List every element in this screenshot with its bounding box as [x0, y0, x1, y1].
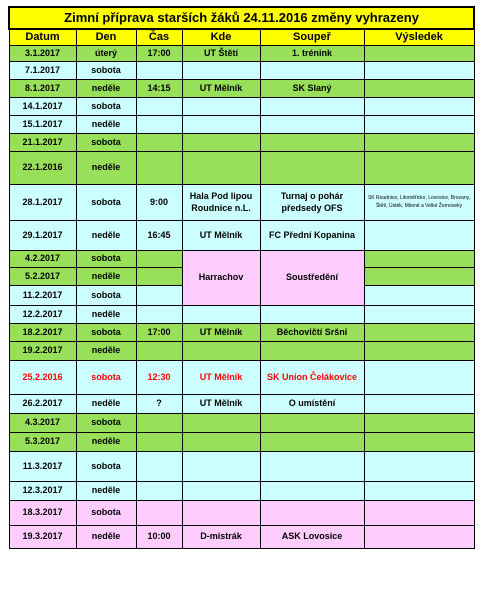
result-cell: SK Roudnice, Litoměřicko, Lovosice, Brozany, Štětí, Ústék, Mšené a Velké Žernoseky	[364, 185, 474, 221]
date-cell: 19.3.2017	[9, 526, 76, 549]
result-cell	[364, 414, 474, 433]
place-cell	[182, 306, 260, 324]
place-cell: UT Mělník	[182, 324, 260, 342]
opponent-cell	[260, 152, 364, 185]
time-cell	[136, 286, 182, 306]
day-cell: neděle	[76, 395, 136, 414]
opponent-cell	[260, 62, 364, 80]
table-row	[9, 433, 474, 452]
result-cell	[364, 324, 474, 342]
time-cell	[136, 98, 182, 116]
day-cell: sobota	[76, 251, 136, 268]
date-cell: 7.1.2017	[9, 62, 76, 80]
day-cell: neděle	[76, 80, 136, 98]
date-cell: 28.1.2017	[9, 185, 76, 221]
opponent-cell	[260, 501, 364, 526]
day-cell: úterý	[76, 46, 136, 62]
table-row	[9, 62, 474, 80]
result-cell	[364, 526, 474, 549]
opponent-cell	[260, 306, 364, 324]
time-cell	[136, 134, 182, 152]
date-cell: 15.1.2017	[9, 116, 76, 134]
time-cell: 16:45	[136, 221, 182, 251]
result-cell	[364, 433, 474, 452]
table-row	[9, 152, 474, 185]
date-cell: 11.3.2017	[9, 452, 76, 482]
opponent-cell: FC Přední Kopanina	[260, 221, 364, 251]
title-row	[9, 7, 474, 29]
day-cell: sobota	[76, 361, 136, 395]
time-cell	[136, 268, 182, 286]
opponent-cell	[260, 134, 364, 152]
table-row	[9, 342, 474, 361]
result-cell	[364, 501, 474, 526]
day-cell: sobota	[76, 324, 136, 342]
opponent-cell: 1. trénink	[260, 46, 364, 62]
place-cell: UT Štětí	[182, 46, 260, 62]
time-cell: ?	[136, 395, 182, 414]
opponent-cell	[260, 342, 364, 361]
header-vysledek: Výsledek	[364, 29, 474, 46]
day-cell: sobota	[76, 134, 136, 152]
day-cell: sobota	[76, 501, 136, 526]
sheet-title: Zimní příprava starších žáků 24.11.2016 změny vyhrazeny	[9, 7, 474, 29]
header-souper: Soupeř	[260, 29, 364, 46]
day-cell: neděle	[76, 152, 136, 185]
opponent-cell: Běchovičtí Sršni	[260, 324, 364, 342]
place-cell	[182, 433, 260, 452]
table-row	[9, 501, 474, 526]
result-cell	[364, 46, 474, 62]
result-cell	[364, 116, 474, 134]
opponent-cell: Turnaj o pohár předsedy OFS	[260, 185, 364, 221]
opponent-cell: O umístění	[260, 395, 364, 414]
camp-opponent-cell: Soustředění	[260, 251, 364, 306]
header-cas: Čas	[136, 29, 182, 46]
table-row	[9, 414, 474, 433]
time-cell: 12:30	[136, 361, 182, 395]
place-cell: UT Mělník	[182, 361, 260, 395]
table-row	[9, 395, 474, 414]
place-cell	[182, 98, 260, 116]
day-cell: sobota	[76, 414, 136, 433]
place-cell: Hala Pod lipou Roudnice n.L.	[182, 185, 260, 221]
result-cell	[364, 268, 474, 286]
result-cell	[364, 395, 474, 414]
table-row	[9, 361, 474, 395]
time-cell: 14:15	[136, 80, 182, 98]
place-cell: UT Mělník	[182, 221, 260, 251]
place-cell	[182, 342, 260, 361]
table-row	[9, 134, 474, 152]
header-kde: Kde	[182, 29, 260, 46]
opponent-cell: SK Union Čelákovice	[260, 361, 364, 395]
date-cell: 25.2.2016	[9, 361, 76, 395]
day-cell: sobota	[76, 452, 136, 482]
place-cell: D-mistrák	[182, 526, 260, 549]
day-cell: neděle	[76, 268, 136, 286]
result-cell	[364, 62, 474, 80]
place-cell: UT Mělník	[182, 80, 260, 98]
time-cell	[136, 306, 182, 324]
place-cell	[182, 134, 260, 152]
opponent-cell: SK Slaný	[260, 80, 364, 98]
table-row	[9, 46, 474, 62]
date-cell: 8.1.2017	[9, 80, 76, 98]
date-cell: 3.1.2017	[9, 46, 76, 62]
date-cell: 26.2.2017	[9, 395, 76, 414]
time-cell	[136, 452, 182, 482]
day-cell: sobota	[76, 98, 136, 116]
day-cell: neděle	[76, 482, 136, 501]
day-cell: neděle	[76, 342, 136, 361]
table-row	[9, 80, 474, 98]
schedule-table	[8, 6, 475, 549]
time-cell	[136, 433, 182, 452]
opponent-cell	[260, 452, 364, 482]
result-cell	[364, 306, 474, 324]
table-row	[9, 221, 474, 251]
date-cell: 22.1.2016	[9, 152, 76, 185]
time-cell: 17:00	[136, 46, 182, 62]
table-row	[9, 482, 474, 501]
date-cell: 19.2.2017	[9, 342, 76, 361]
result-cell	[364, 482, 474, 501]
time-cell: 10:00	[136, 526, 182, 549]
place-cell	[182, 152, 260, 185]
header-den: Den	[76, 29, 136, 46]
result-cell	[364, 152, 474, 185]
date-cell: 5.3.2017	[9, 433, 76, 452]
time-cell	[136, 501, 182, 526]
time-cell	[136, 342, 182, 361]
time-cell: 9:00	[136, 185, 182, 221]
date-cell: 11.2.2017	[9, 286, 76, 306]
place-cell	[182, 501, 260, 526]
place-cell	[182, 482, 260, 501]
day-cell: neděle	[76, 526, 136, 549]
date-cell: 12.3.2017	[9, 482, 76, 501]
date-cell: 5.2.2017	[9, 268, 76, 286]
day-cell: sobota	[76, 62, 136, 80]
place-cell	[182, 452, 260, 482]
place-cell: UT Mělník	[182, 395, 260, 414]
table-row	[9, 452, 474, 482]
date-cell: 12.2.2017	[9, 306, 76, 324]
date-cell: 14.1.2017	[9, 98, 76, 116]
result-cell	[364, 98, 474, 116]
table-row	[9, 251, 474, 268]
opponent-cell	[260, 116, 364, 134]
opponent-cell	[260, 414, 364, 433]
date-cell: 4.3.2017	[9, 414, 76, 433]
table-row	[9, 526, 474, 549]
header-row	[9, 29, 474, 46]
time-cell	[136, 414, 182, 433]
date-cell: 18.2.2017	[9, 324, 76, 342]
result-cell	[364, 342, 474, 361]
date-cell: 21.1.2017	[9, 134, 76, 152]
place-cell	[182, 62, 260, 80]
table-row	[9, 185, 474, 221]
day-cell: sobota	[76, 185, 136, 221]
opponent-cell: ASK Lovosice	[260, 526, 364, 549]
result-cell	[364, 286, 474, 306]
result-cell	[364, 221, 474, 251]
result-cell	[364, 134, 474, 152]
table-row	[9, 324, 474, 342]
time-cell	[136, 62, 182, 80]
result-cell	[364, 452, 474, 482]
result-cell	[364, 361, 474, 395]
time-cell	[136, 482, 182, 501]
opponent-cell	[260, 98, 364, 116]
day-cell: neděle	[76, 433, 136, 452]
date-cell: 18.3.2017	[9, 501, 76, 526]
time-cell	[136, 116, 182, 134]
date-cell: 4.2.2017	[9, 251, 76, 268]
table-row	[9, 116, 474, 134]
place-cell	[182, 116, 260, 134]
place-cell	[182, 414, 260, 433]
day-cell: sobota	[76, 286, 136, 306]
result-cell	[364, 251, 474, 268]
opponent-cell	[260, 482, 364, 501]
time-cell	[136, 152, 182, 185]
camp-place-cell: Harrachov	[182, 251, 260, 306]
result-cell	[364, 80, 474, 98]
time-cell	[136, 251, 182, 268]
header-datum: Datum	[9, 29, 76, 46]
time-cell: 17:00	[136, 324, 182, 342]
day-cell: neděle	[76, 306, 136, 324]
table-row	[9, 306, 474, 324]
day-cell: neděle	[76, 221, 136, 251]
day-cell: neděle	[76, 116, 136, 134]
date-cell: 29.1.2017	[9, 221, 76, 251]
opponent-cell	[260, 433, 364, 452]
table-row	[9, 98, 474, 116]
